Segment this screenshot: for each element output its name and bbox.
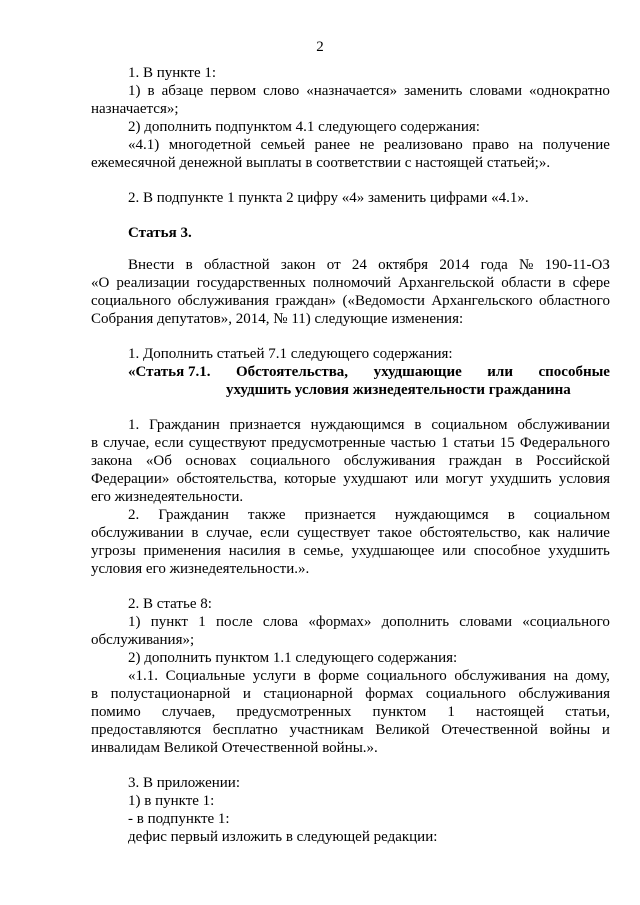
paragraph: обслуживания»;	[91, 632, 195, 648]
word: от	[326, 257, 341, 273]
word: обстоятельство,	[419, 525, 521, 541]
word: Отечественной	[441, 722, 538, 738]
word: слово	[263, 83, 300, 99]
word: в	[507, 507, 515, 523]
paragraph	[128, 416, 610, 434]
paragraph	[91, 685, 610, 703]
word: статьи,	[565, 704, 610, 720]
word: словами	[459, 614, 513, 630]
word: государственных	[196, 275, 306, 291]
word: Гражданин	[149, 417, 220, 433]
word: в	[558, 275, 566, 291]
word: «социального	[522, 614, 610, 630]
word: бесплатно	[212, 722, 278, 738]
paragraph	[128, 256, 610, 274]
word: услуги	[252, 668, 297, 684]
word: в	[91, 435, 99, 451]
word: семье,	[303, 543, 344, 559]
paragraph: - в подпункте 1:	[128, 811, 230, 827]
word: существует	[297, 525, 370, 541]
word: в	[414, 417, 422, 433]
paragraph	[91, 524, 610, 542]
word: словами	[469, 83, 523, 99]
word: такое	[377, 525, 412, 541]
word: «формах»	[308, 614, 372, 630]
article-title	[128, 363, 610, 381]
word: Социальные	[165, 668, 246, 684]
word: существуют	[188, 435, 267, 451]
word: которые	[284, 471, 337, 487]
word: в	[515, 453, 523, 469]
word: семьей	[260, 137, 306, 153]
word: реализации	[116, 275, 190, 291]
word: 1)	[128, 614, 141, 630]
paragraph	[91, 274, 610, 292]
paragraph: Собрания депутатов», 2014, № 11) следующие изменения:	[91, 311, 464, 327]
word: абзаце	[161, 83, 204, 99]
word: 24	[351, 257, 367, 273]
word: («Ведомости	[342, 293, 425, 309]
word: Российской	[536, 453, 610, 469]
word: угрозы	[91, 543, 136, 559]
word: Архангельского	[431, 293, 533, 309]
word: обслуживания	[518, 686, 610, 702]
word: «Об	[145, 453, 172, 469]
paragraph: назначается»;	[91, 101, 179, 117]
word: октября	[378, 257, 429, 273]
paragraph: 1. Дополнить статьей 7.1 следующего содержания:	[128, 346, 453, 362]
word: способные	[538, 364, 610, 380]
word: в	[185, 257, 193, 273]
word: способное	[473, 543, 541, 559]
word: областной	[203, 257, 270, 273]
paragraph: 3. В приложении:	[128, 775, 240, 791]
word: или	[487, 364, 513, 380]
paragraph: ежемесячной денежной выплаты в соответствии с настоящей статьей;».	[91, 155, 551, 171]
word: наличие	[557, 525, 610, 541]
word: пунктом	[372, 704, 427, 720]
paragraph: 2. В статье 8:	[128, 596, 212, 612]
paragraph	[91, 434, 610, 452]
word: ухудшить	[548, 543, 610, 559]
word: области	[501, 275, 552, 291]
word: социального	[425, 686, 506, 702]
word: социальном	[533, 507, 610, 523]
word: в	[191, 525, 199, 541]
word: случае,	[103, 435, 150, 451]
word: социального	[366, 668, 447, 684]
word: нуждающимся	[310, 417, 405, 433]
word: на	[518, 137, 534, 153]
word: предоставляются	[91, 722, 202, 738]
word: обслуживания	[177, 293, 270, 309]
paragraph: 1) в пункте 1:	[128, 793, 215, 809]
word: и	[242, 686, 251, 702]
word: дому,	[575, 668, 610, 684]
word: форме	[318, 668, 360, 684]
word: также	[248, 507, 286, 523]
word: в	[147, 83, 155, 99]
word: слова	[262, 614, 299, 630]
word: Федерации»	[91, 471, 170, 487]
word: закона	[91, 453, 133, 469]
paragraph: его жизнедеятельности.	[91, 489, 244, 505]
word: 1	[198, 614, 206, 630]
word: если	[154, 435, 184, 451]
paragraph	[128, 667, 610, 685]
word: Архангельской	[398, 275, 495, 291]
word: «1.1.	[128, 668, 158, 684]
word: не	[359, 137, 375, 153]
word: предусмотренных	[236, 704, 352, 720]
word: 190-11-ОЗ	[544, 257, 610, 273]
word: условия	[558, 471, 610, 487]
word: областного	[539, 293, 610, 309]
word: многодетной	[168, 137, 252, 153]
paragraph	[91, 721, 610, 739]
word: ухудшают	[343, 471, 408, 487]
word: как	[528, 525, 550, 541]
word: граждан	[448, 453, 502, 469]
paragraph	[128, 82, 610, 100]
paragraph: 2) дополнить пунктом 1.1 следующего содержания:	[128, 650, 458, 666]
word: обслуживании	[517, 417, 610, 433]
word: 2.	[128, 507, 140, 523]
word: предусмотренные	[271, 435, 386, 451]
word: нуждающимся	[394, 507, 489, 523]
word: применения	[143, 543, 221, 559]
paragraph	[91, 292, 610, 310]
word: дополнить	[381, 614, 450, 630]
word: социальном	[431, 417, 508, 433]
word: заменить	[404, 83, 463, 99]
word: «Статья 7.1.	[128, 364, 211, 380]
word: частью	[390, 435, 436, 451]
paragraph	[91, 452, 610, 470]
paragraph: инвалидам Великой Отечественной войны.».	[91, 740, 378, 756]
word: на	[553, 668, 569, 684]
word: могут	[445, 471, 483, 487]
word: 1.	[128, 417, 140, 433]
word: стационарной	[263, 686, 353, 702]
word: «однократно	[529, 83, 610, 99]
page-number: 2	[316, 39, 324, 55]
word: Обстоятельства,	[235, 364, 349, 380]
word: в	[288, 543, 296, 559]
word: социального	[250, 453, 331, 469]
word: право	[472, 137, 509, 153]
word: в	[91, 686, 99, 702]
word: получение	[542, 137, 610, 153]
paragraph	[91, 470, 610, 488]
word: обслуживании	[91, 525, 184, 541]
word: ухудшить	[490, 471, 552, 487]
word: основах	[185, 453, 237, 469]
word: признается	[304, 507, 376, 523]
word: 1	[441, 435, 449, 451]
word: статьи	[453, 435, 495, 451]
word: «назначается»	[306, 83, 398, 99]
word: полустационарной	[110, 686, 231, 702]
word: или	[442, 543, 466, 559]
word: Внести	[128, 257, 175, 273]
word: сфере	[572, 275, 610, 291]
paragraph: 1. В пункте 1:	[128, 65, 217, 81]
word: участникам	[289, 722, 364, 738]
paragraph	[91, 703, 610, 721]
word: закон	[280, 257, 316, 273]
word: обслуживания	[454, 668, 546, 684]
article-heading: Статья 3.	[128, 225, 192, 241]
word: первом	[210, 83, 257, 99]
word: обслуживания	[343, 453, 436, 469]
paragraph: 2. В подпункте 1 пункта 2 цифру «4» заменить цифрами «4.1».	[128, 190, 529, 206]
paragraph	[128, 613, 610, 631]
paragraph: условия его жизнедеятельности.».	[91, 561, 310, 577]
paragraph: 2) дополнить подпунктом 4.1 следующего содержания:	[128, 119, 480, 135]
word: 2014	[439, 257, 470, 273]
word: случае,	[206, 525, 253, 541]
word: формах	[365, 686, 414, 702]
paragraph	[128, 506, 610, 524]
word: если	[260, 525, 290, 541]
word: 1)	[128, 83, 141, 99]
word: ранее	[314, 137, 351, 153]
word: Федерального	[519, 435, 610, 451]
word: ухудшающие	[373, 364, 462, 380]
word: социального	[91, 293, 172, 309]
word: «О	[91, 275, 110, 291]
word: 1	[447, 704, 455, 720]
word: Гражданин	[158, 507, 229, 523]
word: насилия	[228, 543, 281, 559]
paragraph: дефис первый изложить в следующей редакции:	[128, 829, 438, 845]
word: настоящей	[475, 704, 545, 720]
word: войны	[549, 722, 591, 738]
word: «4.1)	[128, 137, 160, 153]
word: и	[601, 722, 610, 738]
word: полномочий	[312, 275, 392, 291]
word: случаев,	[161, 704, 216, 720]
word: Великой	[375, 722, 430, 738]
word: помимо	[91, 704, 141, 720]
word: года	[480, 257, 508, 273]
article-title: ухудшить условия жизнедеятельности гражданина	[226, 382, 571, 398]
paragraph	[91, 542, 610, 560]
word: в	[303, 668, 311, 684]
word: признается	[229, 417, 301, 433]
word: обстоятельства,	[176, 471, 277, 487]
word: реализовано	[383, 137, 463, 153]
word: 15	[499, 435, 515, 451]
word: после	[215, 614, 253, 630]
word: ухудшающее	[351, 543, 435, 559]
word: или	[414, 471, 439, 487]
word: №	[519, 257, 534, 273]
word: пункт	[150, 614, 188, 630]
word: граждан»	[275, 293, 337, 309]
paragraph	[128, 136, 610, 154]
